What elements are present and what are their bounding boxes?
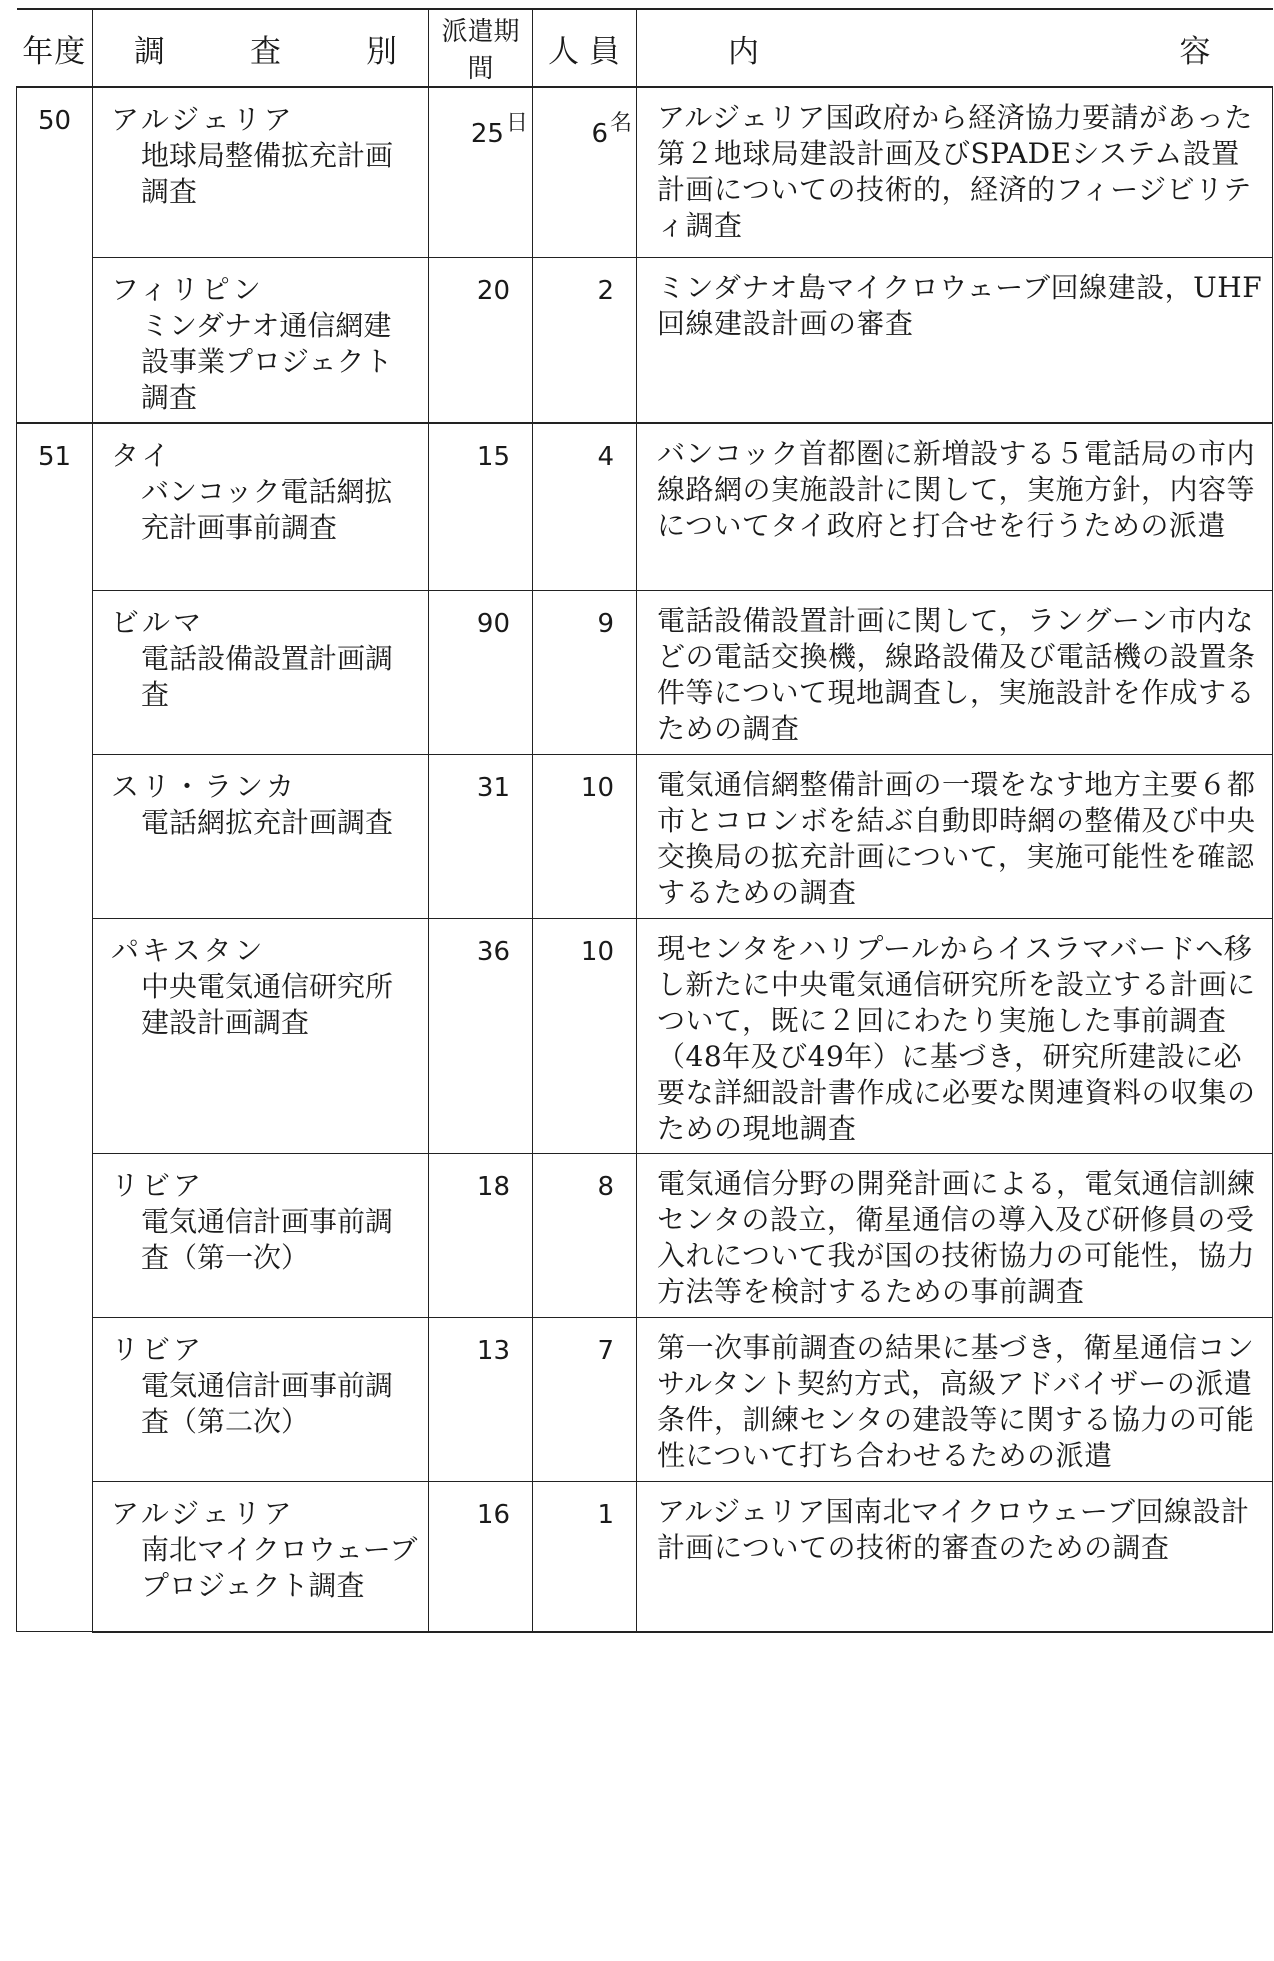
period-days: 16 <box>476 1500 510 1530</box>
year-cell: 50 <box>17 87 93 423</box>
staff-count: 10 <box>580 937 614 967</box>
period-days: 36 <box>476 937 510 967</box>
period-cell <box>429 1482 533 1632</box>
period-cell <box>429 755 533 919</box>
staff-count: 6 <box>591 119 608 149</box>
table-row <box>17 87 1273 257</box>
survey-document <box>16 8 1272 1948</box>
content-cell: 電話設備設置計画に関して，ラングーン市内などの電話交換機，線路設備及び電話機の設置条件等について現地調査し，実施設計を作成するための調査 <box>637 591 1273 755</box>
investigation-cell <box>93 423 429 591</box>
survey-title: 南北マイクロウェーブプロジェクト調査 <box>141 1533 418 1602</box>
table-row <box>17 423 1273 591</box>
country-name: アルジェリア <box>111 103 295 136</box>
survey-title: 地球局整備拡充計画調査 <box>141 139 394 208</box>
staff-count: 10 <box>580 773 614 803</box>
survey-title: 中央電気通信研究所建設計画調査 <box>141 970 394 1039</box>
header-content <box>637 9 1273 87</box>
table-header-row <box>17 9 1273 87</box>
table-body <box>17 87 1273 1632</box>
table-row <box>17 1154 1273 1318</box>
survey-title: 電気通信計画事前調査（第二次） <box>141 1369 394 1438</box>
header-investigation-char: 調 <box>134 33 165 70</box>
country-name: スリ・ランカ <box>111 770 298 803</box>
header-staff-char: 人 <box>548 33 580 70</box>
staff-count: 8 <box>597 1172 614 1202</box>
investigation-cell <box>93 919 429 1154</box>
period-cell <box>429 423 533 591</box>
content-cell: 電気通信分野の開発計画による，電気通信訓練センタの設立，衛星通信の導入及び研修員の受入れについて我が国の技術協力の可能性，協力方法等を検討するための事前調査 <box>637 1154 1273 1318</box>
period-days: 25 <box>470 119 504 149</box>
period-cell <box>429 257 533 423</box>
staff-cell <box>533 919 637 1154</box>
survey-title: 電話設備設置計画調査 <box>141 642 394 711</box>
header-content-char: 内 <box>728 33 760 70</box>
header-staff-char: 員 <box>589 33 621 70</box>
days-unit: 日 <box>505 111 528 136</box>
investigation-cell <box>93 1482 429 1632</box>
header-staff <box>533 9 637 87</box>
content-cell: 第一次事前調査の結果に基づき，衛星通信コンサルタント契約方式，高級アドバイザーの派遣条件，訓練センタの建設等に関する協力の可能性について打ち合わせるための派遣 <box>637 1318 1273 1482</box>
staff-cell <box>533 1318 637 1482</box>
investigation-cell <box>93 87 429 257</box>
investigation-cell <box>93 257 429 423</box>
investigation-cell <box>93 591 429 755</box>
table-row <box>17 755 1273 919</box>
content-cell: 現センタをハリプールからイスラマバードへ移し新たに中央電気通信研究所を設立する計画について，既に２回にわたり実施した事前調査（48年及び49年）に基づき，研究所建設に必要な詳細設計書作成に必要な関連資料の収集のための現地調査 <box>637 919 1273 1154</box>
period-cell <box>429 87 533 257</box>
content-cell: バンコック首都圏に新増設する５電話局の市内線路網の実施設計に関して，実施方針，内容等についてタイ政府と打合せを行うための派遣 <box>637 423 1273 591</box>
country-name: フィリピン <box>111 272 264 306</box>
content-cell: アルジェリア国政府から経済協力要請があった第２地球局建設計画及びSPADEシステム設置計画についての技術的，経済的フィージビリティ調査 <box>637 87 1273 257</box>
country-name: ビルマ <box>111 606 205 639</box>
table-row <box>17 919 1273 1154</box>
staff-count: 9 <box>597 609 614 639</box>
staff-cell <box>533 1154 637 1318</box>
survey-title: 電話網拡充計画調査 <box>141 806 394 839</box>
year-cell: 51 <box>17 423 93 1632</box>
staff-cell <box>533 423 637 591</box>
header-period: 派遣期間 <box>429 9 533 87</box>
header-content-char: 容 <box>1179 33 1212 70</box>
period-days: 15 <box>476 441 510 472</box>
period-cell <box>429 919 533 1154</box>
survey-table <box>16 8 1273 1633</box>
staff-count: 4 <box>597 441 614 472</box>
content-cell: 電気通信網整備計画の一環をなす地方主要６都市とコロンボを結ぶ自動即時網の整備及び中央交換局の拡充計画について，実施可能性を確認するための調査 <box>637 755 1273 919</box>
survey-title: ミンダナオ通信網建設事業プロジェクト調査 <box>141 308 393 414</box>
staff-count: 2 <box>597 275 614 306</box>
country-name: アルジェリア <box>111 1497 295 1530</box>
period-days: 18 <box>476 1172 510 1202</box>
period-days: 90 <box>476 609 510 639</box>
period-cell <box>429 1318 533 1482</box>
staff-cell <box>533 257 637 423</box>
header-investigation <box>93 9 429 87</box>
table-row <box>17 591 1273 755</box>
period-cell <box>429 1154 533 1318</box>
content-cell: アルジェリア国南北マイクロウェーブ回線設計計画についての技術的審査のための調査 <box>637 1482 1273 1632</box>
country-name: リビア <box>111 1169 205 1202</box>
staff-cell <box>533 755 637 919</box>
header-year: 年度 <box>17 9 93 87</box>
table-row <box>17 1482 1273 1632</box>
investigation-cell <box>93 1318 429 1482</box>
staff-count: 7 <box>597 1336 614 1366</box>
table-row <box>17 257 1273 423</box>
period-cell <box>429 591 533 755</box>
content-cell: ミンダナオ島マイクロウェーブ回線建設，UHF回線建設計画の審査 <box>637 257 1273 423</box>
header-investigation-char: 別 <box>366 33 397 70</box>
period-days: 20 <box>476 275 510 306</box>
survey-title: 電気通信計画事前調査（第一次） <box>141 1205 394 1274</box>
country-name: リビア <box>111 1333 205 1366</box>
survey-title: バンコック電話網拡充計画事前調査 <box>141 474 393 544</box>
staff-cell <box>533 87 637 257</box>
staff-count: 1 <box>597 1500 614 1530</box>
country-name: パキスタン <box>111 934 266 967</box>
country-name: タイ <box>111 438 173 472</box>
table-row <box>17 1318 1273 1482</box>
investigation-cell <box>93 755 429 919</box>
persons-unit: 名 <box>609 111 632 136</box>
period-days: 13 <box>476 1336 510 1366</box>
period-days: 31 <box>476 773 510 803</box>
header-investigation-char: 査 <box>250 33 281 70</box>
staff-cell <box>533 1482 637 1632</box>
staff-cell <box>533 591 637 755</box>
investigation-cell <box>93 1154 429 1318</box>
